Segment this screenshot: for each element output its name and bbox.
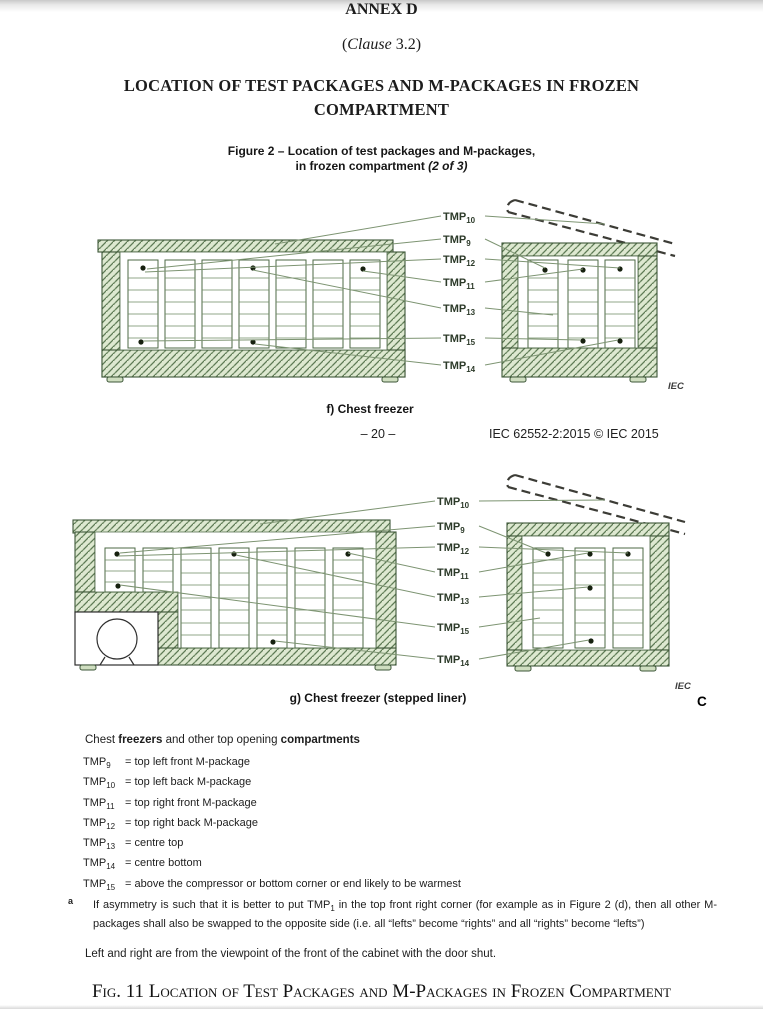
legend-heading: Chest freezers and other top opening compartments [85, 734, 360, 746]
tmp-label: $TMP_9$ [437, 521, 465, 535]
footnote-text: If asymmetry is such that it is better to put $TMP_1$ in the top front right corner (for example as in Figure 2 (d), then all other M-packages shall also be swapped to the opposite side (i.e. all “lefts” become “rights” and all “rights” become “lefts”) [93, 899, 717, 930]
footnote-marker: a [68, 896, 74, 906]
chest-freezer-stepped-diagram [60, 468, 720, 692]
freezer-side-view [98, 240, 405, 382]
tmp-label: $TMP_{13}$ [443, 303, 476, 317]
tmp-label: $TMP_{10}$ [437, 496, 470, 510]
tmp-label: $TMP_{11}$ [443, 277, 475, 291]
tmp-label: $TMP_9$ [443, 234, 471, 248]
tmp-label: $TMP_{14}$ [437, 654, 470, 668]
viewpoint-note: Left and right are from the viewpoint of the front of the cabinet with the door shut. [85, 948, 497, 960]
open-lid-dashed-line [515, 475, 685, 522]
page-bottom-edge [0, 1005, 763, 1009]
figure2-caption-line1: Figure 2 – Location of test packages and M-packages, [227, 144, 536, 158]
freezer-end-view [502, 200, 675, 382]
margin-letter: C [697, 694, 707, 709]
page-title-line1: LOCATION OF TEST PACKAGES AND M-PACKAGES IN FROZEN [123, 76, 640, 95]
tmp-labels [443, 211, 476, 374]
tmp-label: $TMP_{15}$ [437, 622, 470, 636]
tmp-definition: $TMP_{10}$ = top left back M-package [83, 776, 252, 791]
package-grid [533, 548, 643, 648]
tmp-definition: $TMP_{15}$ = above the compressor or bottom corner or end likely to be warmest [83, 878, 461, 893]
tmp-label: $TMP_{15}$ [443, 333, 476, 347]
tmp-labels [437, 496, 470, 668]
tmp-label: $TMP_{11}$ [437, 567, 469, 581]
freezer-end-view [507, 475, 685, 671]
freezer-stepped-side-view [73, 520, 396, 670]
clause-reference: (Clause 3.2) [341, 36, 422, 53]
annex-title: ANNEX D [345, 1, 418, 18]
package-grid [528, 260, 635, 348]
fig11-caption: Fig. 11 Location of Test Packages and M-Packages in Frozen Compartment [91, 981, 672, 1002]
page-number: – 20 – [360, 427, 396, 441]
iec-mark: IEC [668, 381, 684, 392]
figure-f-caption: f) Chest freezer [326, 402, 414, 416]
tmp-definition: $TMP_9$ = top left front M-package [83, 756, 251, 771]
tmp-definition: $TMP_{11}$ = top right front M-package [83, 797, 257, 812]
package-grid [128, 260, 380, 348]
tmp-label: $TMP_{10}$ [443, 211, 476, 225]
open-lid-dashed-line [515, 200, 675, 244]
chest-freezer-diagram [85, 193, 715, 400]
iec-mark: IEC [675, 681, 691, 692]
tmp-label: $TMP_{12}$ [443, 254, 476, 268]
document-reference: IEC 62552-2:2015 © IEC 2015 [489, 427, 659, 441]
tmp-definition: $TMP_{14}$ = centre bottom [83, 857, 202, 872]
tmp-definition: $TMP_{12}$ = top right back M-package [83, 817, 258, 832]
tmp-definition: $TMP_{13}$ = centre top [83, 837, 184, 852]
tmp-label: $TMP_{13}$ [437, 592, 470, 606]
figure2-caption-line2: in frozen compartment (2 of 3) [295, 159, 468, 173]
page-title-line2: COMPARTMENT [313, 100, 450, 119]
tmp-label: $TMP_{14}$ [443, 360, 476, 374]
tmp-label: $TMP_{12}$ [437, 542, 470, 556]
figure-g-caption: g) Chest freezer (stepped liner) [289, 691, 467, 705]
compressor [97, 619, 137, 659]
